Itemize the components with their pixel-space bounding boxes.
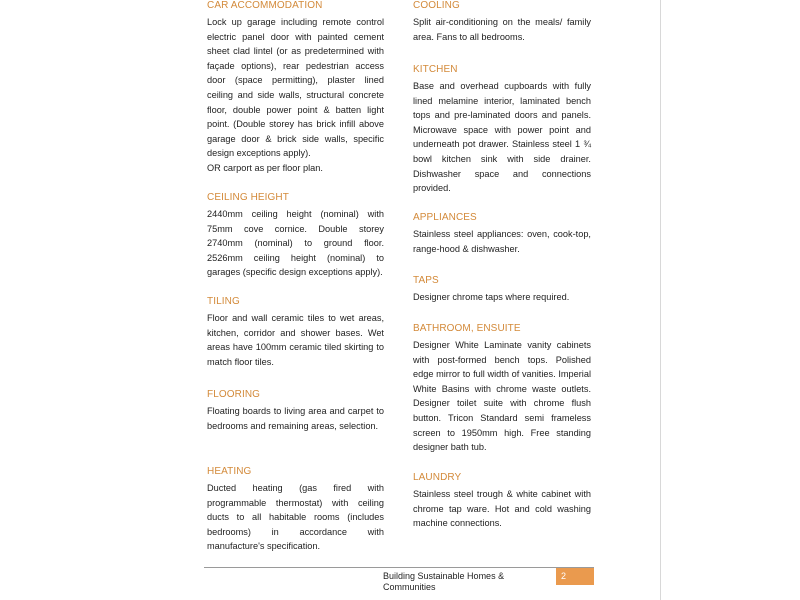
section-heading: TILING <box>207 296 240 307</box>
section-body: Designer White Laminate vanity cabinets with post-formed bench tops. Polished edge mirror to full width of vanities. Imperial White Basins with chrome waste outlets. Designer toilet suite with chrome flush button. Tricon Standard semi frameless screen to 1950mm high. Free standing designer bath tub. <box>413 340 591 453</box>
section-heading: KITCHEN <box>413 64 458 75</box>
section-body: Stainless steel trough & white cabinet with chrome tap ware. Hot and cold washing machine connections. <box>413 489 591 529</box>
section-body: Floating boards to living area and carpet to bedrooms and remaining areas, selection. <box>207 406 384 431</box>
section-heading: HEATING <box>207 466 252 477</box>
section-appliances <box>413 212 591 256</box>
section-body: Designer chrome taps where required. <box>413 292 570 302</box>
section-body: Lock up garage including remote control electric panel door with painted cement sheet clad lintel (or as predetermined with façade options), rear pedestrian access door (space permitting), plaster lined ceiling and side walls, structural concrete floor, double power point & batten light point. (Double storey has brick infill above garage door & brick side walls, specific design exceptions apply). OR carport as per floor plan. <box>207 17 384 173</box>
section-heading: CAR ACCOMMODATION <box>207 0 323 11</box>
page-number-badge: 2 <box>556 568 594 585</box>
section-body: Stainless steel appliances: oven, cook-top, range-hood & dishwasher. <box>413 229 591 254</box>
section-heating <box>207 466 384 554</box>
footer-title: Building Sustainable Homes & Communities <box>383 571 505 592</box>
section-heading: BATHROOM, ENSUITE <box>413 323 521 334</box>
section-heading: CEILING HEIGHT <box>207 192 289 203</box>
section-kitchen <box>413 64 591 196</box>
section-laundry <box>413 472 591 531</box>
section-heading: APPLIANCES <box>413 212 477 223</box>
section-body: Split air-conditioning on the meals/ family area. Fans to all bedrooms. <box>413 17 591 42</box>
section-body: 2440mm ceiling height (nominal) with 75mm cove cornice. Double storey 2740mm (nominal) to ground floor. 2526mm ceiling height (nominal) to garages (specific design exceptions apply). <box>207 209 384 278</box>
section-body: Floor and wall ceramic tiles to wet areas, kitchen, corridor and shower bases. Wet areas have 100mm ceramic tiled skirting to match floor tiles. <box>207 313 384 367</box>
section-body: Ducted heating (gas fired with programmable thermostat) with ceiling ducts to all habitable rooms (includes bedrooms) in accordance with manufacture's specification. <box>207 483 384 552</box>
section-cooling <box>413 0 591 44</box>
section-heading: COOLING <box>413 0 460 11</box>
section-taps <box>413 275 591 305</box>
section-flooring <box>207 389 384 433</box>
section-car-accommodation <box>207 0 384 176</box>
page-edge-divider <box>660 0 661 600</box>
footer-rule <box>204 567 594 568</box>
section-bathroom-ensuite <box>413 323 591 455</box>
section-body: Base and overhead cupboards with fully lined melamine interior, laminated bench tops and pre-laminated doors and panels. Microwave space with power point and underneath pot drawer. Stainless steel 1 ¾ bowl kitchen sink with side drainer. Dishwasher space and connections provided. <box>413 81 591 194</box>
section-heading: TAPS <box>413 275 439 286</box>
section-heading: FLOORING <box>207 389 261 400</box>
section-heading: LAUNDRY <box>413 472 462 483</box>
section-ceiling-height <box>207 192 384 280</box>
section-tiling <box>207 296 384 369</box>
